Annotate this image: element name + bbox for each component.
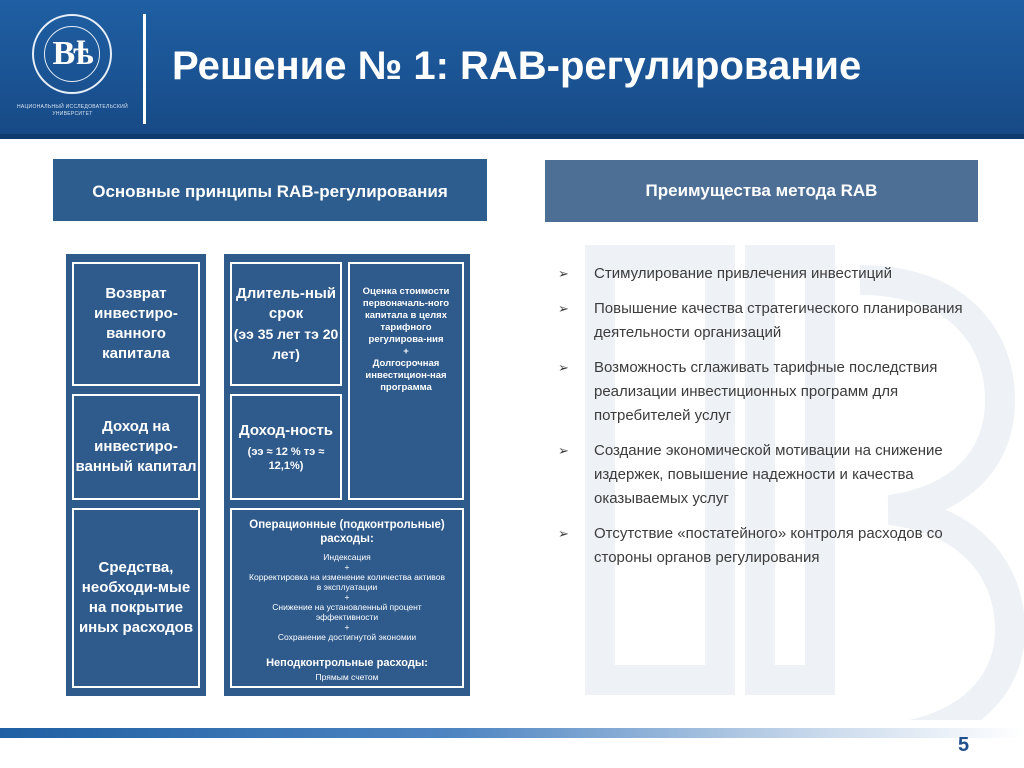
valuation-box: Оценка стоимости первоначаль-ного капитала в целях тарифного регулирова-ния + Долгосрочная инвестицион-ная программа: [348, 262, 464, 500]
principles-heading: Основные принципы RAB-регулирования: [53, 159, 487, 221]
expense-plus: +: [344, 562, 350, 572]
expense-plus: +: [344, 622, 350, 632]
list-item: ➢ Повышение качества стратегического планирования деятельности организаций: [558, 297, 978, 345]
arrowhead-bullet-icon: ➢: [558, 301, 569, 316]
arrowhead-bullet-icon: ➢: [558, 526, 569, 541]
header-divider: [143, 14, 146, 124]
logo-inner-ring: [44, 26, 100, 82]
principle-return-capital: Возврат инвестиро-ванного капитала: [72, 262, 200, 386]
arrowhead-bullet-icon: ➢: [558, 360, 569, 375]
list-item: ➢ Возможность сглаживать тарифные последствия реализации инвестиционных программ для потребителей услуг: [558, 356, 978, 428]
expense-item: Сохранение достигнутой экономии: [277, 632, 417, 642]
non-controllable-expenses-heading: Неподконтрольные расходы:: [266, 657, 428, 669]
arrow-left-icon: [210, 313, 222, 327]
arrowhead-bullet-icon: ➢: [558, 443, 569, 458]
expenses-box: [230, 508, 464, 688]
operational-expenses-heading: Операционные (подконтрольные) расходы:: [249, 519, 445, 545]
principle-other-expenses: Средства, необходи-мые на покрытие иных расходов: [72, 508, 200, 688]
arrow-left-icon: [210, 440, 222, 454]
expense-item: Корректировка на изменение количества активов в эксплуатации: [249, 572, 445, 592]
list-item: ➢ Стимулирование привлечения инвестиций: [558, 262, 978, 286]
logo-caption: НАЦИОНАЛЬНЫЙ ИССЛЕДОВАТЕЛЬСКИЙ УНИВЕРСИТЕТ: [17, 104, 128, 117]
expense-item: Снижение на установленный процент эффективности: [272, 602, 422, 622]
page-number: 5: [958, 734, 970, 756]
logo-letters: Вѣ: [52, 35, 92, 72]
list-item: ➢ Создание экономической мотивации на снижение издержек, повышение надежности и качества оказываемых услуг: [558, 439, 978, 511]
list-item: ➢ Отсутствие «постатейного» контроля расходов со стороны органов регулирования: [558, 522, 978, 570]
expense-item: Индексация: [323, 552, 371, 562]
arrowhead-bullet-icon: ➢: [558, 266, 569, 281]
arrow-left-icon: [210, 588, 222, 602]
footer-bar: [0, 728, 1024, 738]
expense-plus: +: [344, 592, 350, 602]
university-logo: [10, 12, 135, 127]
long-term-box: Длитель-ный срок (ээ 35 лет тэ 20 лет): [230, 262, 342, 386]
profitability-box: Доход-ность (ээ ≈ 12 % тэ ≈ 12,1%): [230, 394, 342, 500]
logo-outer-ring: [32, 14, 112, 94]
benefits-heading: Преимущества метода RAB: [545, 160, 978, 222]
header-bottom-border: [0, 134, 1024, 139]
principle-income-capital: Доход на инвестиро-ванный капитал: [72, 394, 200, 500]
benefits-list: [558, 262, 978, 581]
slide-title: Решение № 1: RAB-регулирование: [172, 44, 862, 88]
expense-item: Прямым счетом: [315, 672, 379, 682]
